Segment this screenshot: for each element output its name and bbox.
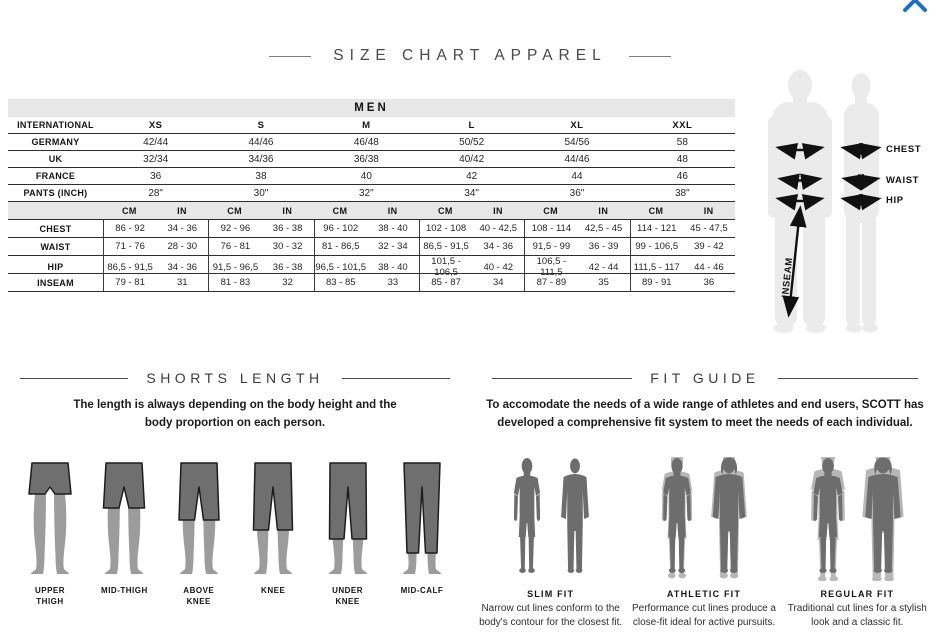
size-table-row [8, 117, 735, 134]
shorts-shape [254, 463, 293, 530]
size-value-cell: 34" [464, 187, 479, 199]
shorts-length-item [165, 460, 233, 607]
measurement-value-cell: 28 - 30 [167, 241, 198, 252]
chest-arrow-label: CHEST [886, 144, 922, 155]
fit-guide-item [628, 455, 780, 629]
measurement-value-cell: 86,5 - 91,5 [107, 261, 153, 273]
measurement-value-cell: 42,5 - 45 [584, 223, 623, 234]
fit-figures [509, 455, 593, 581]
fit-section-description: To accomodate the needs of a wide range of athletes and end users, SCOTT has developed a comprehensive fit system to meet the needs of each individual. [486, 399, 924, 429]
shorts-rule-left [20, 378, 128, 379]
measurement-group [208, 220, 313, 237]
measurement-value-cell: 36 - 38 [272, 261, 303, 273]
row-label: GERMANY [31, 137, 80, 147]
fit-figures [808, 455, 906, 581]
fit-figure [708, 457, 750, 581]
measurement-value-cell: 76 - 81 [220, 241, 251, 252]
measurement-row [8, 238, 735, 256]
measurement-value-cell: 42 - 44 [588, 261, 619, 273]
measurement-group [524, 220, 629, 237]
shorts-length-row [16, 460, 456, 607]
measurement-group [103, 238, 208, 255]
measurement-group [208, 274, 313, 291]
measurement-value-cell: 40 - 42,5 [479, 223, 517, 234]
fit-figure [557, 457, 593, 581]
measurement-value-cell: 87 - 89 [536, 277, 567, 288]
measurement-group [524, 274, 629, 291]
unit-header-group [419, 206, 524, 216]
row-label: INSEAM [37, 277, 74, 288]
unit-header: IN [177, 205, 187, 216]
measurement-group [314, 238, 419, 255]
size-value-cell: 42 [466, 170, 478, 182]
measurement-group [103, 220, 208, 237]
size-column-header: M [362, 119, 371, 131]
shorts-illustration [93, 460, 155, 576]
unit-header: CM [332, 205, 348, 216]
size-column-header: XS [148, 119, 163, 131]
fit-figure [658, 457, 696, 581]
unit-header-group [630, 206, 735, 216]
fit-figure [808, 457, 848, 581]
size-value-cell: 32/34 [143, 153, 169, 165]
page-title: SIZE CHART APPAREL [333, 47, 607, 64]
unit-header-group [208, 206, 313, 216]
shorts-shape [179, 463, 219, 520]
measurement-value-cell: 83 - 85 [325, 277, 356, 288]
size-column-header: L [468, 119, 475, 131]
gender-header: MEN [354, 102, 389, 114]
shorts-length-item [388, 460, 456, 607]
size-value-cell: 58 [676, 136, 688, 148]
size-value-cell: 44/46 [564, 153, 590, 165]
shorts-shape [29, 463, 71, 494]
unit-header-group [314, 206, 419, 216]
unit-header-group [524, 206, 629, 216]
row-label: FRANCE [35, 171, 76, 181]
measurement-group [314, 220, 419, 237]
measurement-value-cell: 89 - 91 [641, 277, 672, 288]
measurement-value-cell: 99 - 106,5 [635, 241, 679, 252]
measurement-group [314, 274, 419, 291]
measurement-value-cell: 86 - 92 [115, 223, 145, 234]
page-title-row [0, 47, 940, 65]
measurement-group [419, 274, 524, 291]
measurement-value-cell: 44 - 46 [694, 261, 724, 273]
hip-arrow-label: HIP [886, 195, 904, 206]
size-value-cell: 36/38 [353, 153, 379, 165]
shorts-length-label: UPPER THIGH [34, 586, 66, 607]
shorts-length-label: UNDER KNEE [332, 586, 364, 607]
fit-type-label: SLIM FIT [527, 589, 575, 599]
body-measurement-diagram [760, 68, 938, 340]
unit-header: CM [227, 205, 243, 216]
shorts-length-label: ABOVE KNEE [183, 586, 215, 607]
measurement-row [8, 274, 735, 292]
fit-guide-row [474, 455, 934, 629]
unit-header: CM [121, 205, 137, 216]
measurement-value-cell: 96 - 102 [323, 223, 359, 234]
side-body-silhouette [844, 73, 879, 333]
fit-type-label: ATHLETIC FIT [666, 589, 742, 599]
fit-type-description: Performance cut lines produce a close-fit ideal for active pursuits. [632, 603, 776, 628]
measurement-value-cell: 96,5 - 101,5 [315, 261, 367, 273]
fit-guide-header [470, 370, 940, 386]
measurement-value-cell: 38 - 40 [378, 261, 408, 273]
measurement-value-cell: 35 [598, 277, 609, 288]
unit-header: IN [598, 205, 609, 216]
measurement-value-cell: 92 - 96 [220, 223, 251, 234]
measurement-value-cell: 30 - 32 [272, 241, 303, 252]
shorts-illustration [168, 460, 230, 576]
measurement-value-cell: 86,5 - 91,5 [423, 241, 469, 252]
shorts-length-label: MID-CALF [400, 586, 444, 595]
measurement-value-cell: 114 - 121 [637, 223, 677, 234]
fit-figure [860, 457, 906, 581]
measurement-group [208, 238, 313, 255]
measurement-group [419, 238, 524, 255]
shorts-illustration [317, 460, 379, 576]
measurement-value-cell: 32 [282, 277, 293, 288]
shorts-length-header [0, 370, 470, 386]
measurement-value-cell: 34 - 36 [167, 261, 198, 273]
unit-header-band [8, 202, 735, 220]
measurement-group [630, 238, 735, 255]
measurement-value-cell: 102 - 108 [426, 223, 467, 234]
size-value-cell: 28" [148, 187, 163, 199]
shorts-length-label: MID-THIGH [101, 586, 148, 595]
shorts-rule-right [342, 378, 450, 379]
size-table-row [8, 168, 735, 185]
measurement-value-cell: 71 - 76 [115, 241, 145, 252]
size-value-cell: 38" [674, 187, 690, 199]
size-value-cell: 46 [676, 170, 688, 182]
measurement-value-cell: 81 - 86,5 [321, 241, 360, 252]
shorts-length-item [90, 460, 158, 607]
measurement-value-cell: 34 - 36 [483, 241, 514, 252]
size-column-header: XXL [672, 119, 693, 131]
measurement-value-cell: 36 - 39 [588, 241, 619, 252]
size-value-cell: 40 [360, 170, 372, 182]
fit-figure [509, 457, 545, 581]
size-value-cell: 48 [676, 153, 688, 165]
shorts-shape [404, 463, 440, 553]
fit-type-description: Traditional cut lines for a stylish look and a classic fit. [787, 603, 927, 628]
shorts-length-label: KNEE [261, 586, 286, 595]
measurement-value-cell: 81 - 83 [220, 277, 251, 288]
measurement-group [103, 274, 208, 291]
fit-rule-left [492, 378, 632, 379]
measurement-value-cell: 45 - 47,5 [690, 223, 728, 234]
size-value-cell: 54/56 [564, 136, 590, 148]
measurement-row [8, 256, 735, 278]
measurement-value-cell: 33 [387, 277, 399, 288]
row-label: PANTS (INCH) [23, 188, 88, 198]
measurement-value-cell: 91,5 - 96,5 [212, 261, 259, 273]
size-value-cell: 32" [358, 187, 374, 199]
unit-header: IN [282, 205, 293, 216]
size-value-cell: 46/48 [353, 136, 379, 148]
title-rule-left [269, 56, 311, 57]
unit-header: IN [703, 205, 714, 216]
size-column-header: XL [570, 119, 584, 131]
shorts-length-item [239, 460, 307, 607]
shorts-section-title: SHORTS LENGTH [146, 370, 324, 386]
measurement-value-cell: 79 - 81 [115, 277, 145, 288]
size-value-cell: 42/44 [143, 136, 169, 148]
shorts-shape [329, 463, 366, 539]
size-value-cell: 50/52 [459, 136, 485, 148]
measurement-value-cell: 91,5 - 99 [532, 241, 571, 252]
measurement-group [630, 274, 735, 291]
fit-type-description: Narrow cut lines conform to the body's contour for the closest fit. [479, 603, 623, 628]
measurement-value-cell: 34 - 36 [167, 223, 198, 234]
collapse-chevron-icon[interactable] [902, 0, 928, 14]
row-label: HIP [47, 262, 64, 272]
fit-guide-item [781, 455, 933, 629]
measurement-value-cell: 36 - 38 [272, 223, 303, 234]
row-label: CHEST [39, 223, 72, 234]
row-label: UK [48, 154, 63, 164]
size-table-row [8, 134, 735, 151]
shorts-illustration [242, 460, 304, 576]
size-column-header: S [257, 119, 265, 131]
waist-arrow-label: WAIST [886, 175, 920, 186]
fit-figures [658, 455, 750, 581]
size-value-cell: 38 [255, 170, 267, 182]
size-value-cell: 40/42 [459, 153, 485, 165]
size-value-cell: 44 [571, 170, 583, 182]
shorts-shape [104, 463, 145, 508]
unit-header: CM [648, 205, 664, 216]
row-label: INTERNATIONAL [17, 120, 94, 130]
fit-type-label: REGULAR FIT [820, 589, 895, 599]
fit-rule-right [778, 378, 918, 379]
measurement-value-cell: 108 - 114 [531, 223, 572, 234]
measurement-group [419, 220, 524, 237]
measurement-value-cell: 34 [492, 277, 504, 288]
shorts-length-item [314, 460, 382, 607]
size-value-cell: 30" [253, 187, 269, 199]
men-size-table [8, 99, 735, 292]
measurement-value-cell: 31 [176, 277, 188, 288]
shorts-section-description: The length is always depending on the body height and the body proportion on each person. [73, 399, 397, 429]
unit-header: IN [493, 205, 503, 216]
measurement-group [630, 220, 735, 237]
measurement-value-cell: 39 - 42 [694, 241, 724, 252]
size-value-cell: 36 [150, 170, 162, 182]
title-rule-right [629, 56, 671, 57]
shorts-length-item [16, 460, 84, 607]
unit-header: IN [387, 205, 398, 216]
measurement-group [524, 238, 629, 255]
measurement-value-cell: 101,5 - 106,5 [431, 256, 461, 278]
shorts-illustration [391, 460, 453, 576]
size-value-cell: 36" [569, 187, 585, 199]
size-value-cell: 44/46 [248, 136, 274, 148]
row-label: WAIST [40, 241, 71, 252]
shorts-illustration [19, 460, 81, 576]
size-table-row [8, 185, 735, 202]
unit-header: CM [543, 205, 559, 216]
measurement-value-cell: 85 - 87 [431, 277, 461, 288]
measurement-row [8, 220, 735, 238]
size-table-row [8, 151, 735, 168]
measurement-value-cell: 32 - 34 [378, 241, 408, 252]
measurement-value-cell: 111,5 - 117 [633, 261, 680, 273]
fit-section-title: FIT GUIDE [650, 370, 760, 386]
measurement-value-cell: 38 - 40 [378, 223, 408, 234]
fit-guide-item [475, 455, 627, 629]
unit-header: CM [437, 205, 453, 216]
measurement-value-cell: 106,5 - 111,5 [536, 256, 567, 278]
measurement-value-cell: 40 - 42 [483, 261, 514, 273]
inseam-arrow-label: INSEAM [780, 256, 796, 299]
gender-header-band [8, 99, 735, 117]
unit-header-group [103, 206, 208, 216]
measurement-value-cell: 36 [703, 277, 715, 288]
size-value-cell: 34/36 [248, 153, 274, 165]
